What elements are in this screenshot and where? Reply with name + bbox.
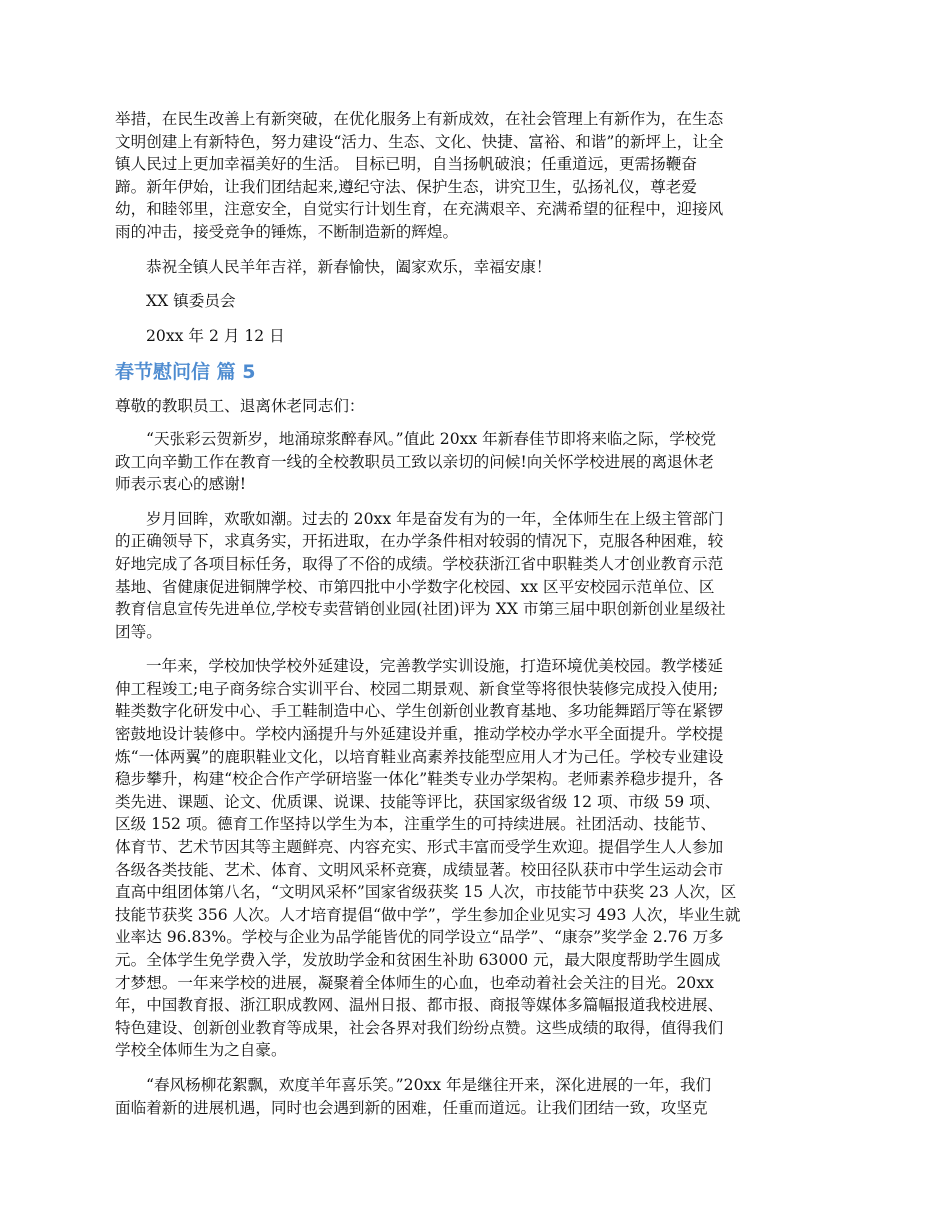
body-paragraph-1 [115, 428, 840, 496]
text-line: 师表示衷心的感谢! [115, 475, 247, 494]
text-line: 炼“一体两翼”的鹿职鞋业文化，以培育鞋业高素养技能型应用人才为己任。学校专业建设 [115, 747, 724, 766]
prev-letter-closing-paragraph [115, 108, 840, 244]
wishes-line: 恭祝全镇人民羊年吉祥，新春愉快，阖家欢乐，幸福安康！ [146, 257, 552, 276]
document-page [115, 108, 840, 1131]
text-line: 直高中组团体第八名，“文明风采杯”国家省级获奖 15 人次，市技能节中获奖 23 人次，区 [115, 883, 737, 902]
text-line: 镇人民过上更加幸福美好的生活。 目标已明，自当扬帆破浪；任重道远，更需扬鞭奋 [115, 155, 697, 174]
text-line: 举措，在民生改善上有新突破，在优化服务上有新成效，在社会管理上有新作为，在生态 [115, 110, 724, 128]
body-paragraph-4 [115, 1074, 840, 1119]
text-line: “天张彩云贺新岁，地涌琼浆醉春风。”值此 20xx 年新春佳节即将来临之际，学校党 [146, 429, 717, 448]
text-line: 各级各类技能、艺术、体育、文明风采杯竞赛，成绩显著。校田径队获市中学生运动会市 [115, 860, 724, 879]
text-line: 雨的冲击，接受竞争的锤炼，不断制造新的辉煌。 [115, 222, 459, 241]
text-line: 面临着新的进展机遇，同时也会遇到新的困难，任重而道远。让我们团结一致，攻坚克 [115, 1098, 708, 1117]
text-line: 教育信息宣传先进单位,学校专卖营销创业园(社团)评为 XX 市第三届中职创新创业星级社 [115, 600, 726, 619]
text-line: 好地完成了各项目标任务，取得了不俗的成绩。学校获浙江省中职鞋类人才创业教育示范 [115, 554, 724, 573]
text-line: 鞋类数字化研发中心、手工鞋制造中心、学生创新创业教育基地、多功能舞蹈厅等在紧锣 [115, 702, 724, 721]
text-line: 稳步攀升，构建“校企合作产学研培鉴一体化”鞋类专业办学架构。老师素养稳步提升，各 [115, 770, 724, 789]
text-line: 幼，和睦邻里，注意安全，自觉实行计划生育，在充满艰辛、充满希望的征程中，迎接风 [115, 200, 724, 219]
text-line: “春风杨柳花絮飘，欢度羊年喜乐笑。”20xx 年是继往开来，深化进展的一年，我们 [146, 1075, 712, 1094]
text-line: 基地、省健康促进铜牌学校、市第四批中小学数字化校园、xx 区平安校园示范单位、区 [115, 577, 715, 596]
text-line: 蹄。新年伊始，让我们团结起来,遵纪守法、保护生态，讲究卫生，弘扬礼仪，尊老爱 [115, 177, 697, 196]
text-line: 才梦想。一年来学校的进展，凝聚着全体师生的心血，也牵动着社会关注的目光。20xx [115, 973, 714, 992]
text-line: 岁月回眸，欢歌如潮。过去的 20xx 年是奋发有为的一年，全体师生在上级主管部门 [146, 509, 724, 528]
text-line: 年，中国教育报、浙江职成教网、温州日报、都市报、商报等媒体多篇幅报道我校进展、 [115, 996, 724, 1015]
salutation: 尊敬的教职员工、退离休老同志们： [115, 397, 365, 416]
text-line: 的正确领导下，求真务实，开拓进取，在办学条件相对较弱的情况下，克服各种困难，较 [115, 532, 724, 551]
text-line: 伸工程竣工;电子商务综合实训平台、校园二期景观、新食堂等将很快装修完成投入使用; [115, 679, 719, 698]
text-line: 类先进、课题、论文、优质课、说课、技能等评比，获国家级省级 12 项、市级 59 项、 [115, 792, 721, 811]
text-line: 体育节、艺术节因其等主题鲜亮、内容充实、形式丰富而受学生欢迎。提倡学生人人参加 [115, 838, 724, 857]
text-line: 团等。 [115, 622, 162, 641]
text-line: 政工向辛勤工作在教育一线的全校教职员工致以亲切的问候!向关怀学校进展的离退休老 [115, 452, 714, 471]
text-line: 密鼓地设计装修中。学校内涵提升与外延建设并重，推动学校办学水平全面提升。学校提 [115, 725, 724, 744]
section-heading: 春节慰问信 篇 5 [115, 361, 256, 384]
text-line: 技能节获奖 356 人次。人才培育提倡“做中学”，学生参加企业见实习 493 人次，毕业生就 [115, 905, 741, 924]
body-paragraph-3 [115, 655, 840, 1062]
date-line: 20xx 年 2 月 12 日 [146, 326, 285, 345]
text-line: 特色建设、创新创业教育等成果，社会各界对我们纷纷点赞。这些成绩的取得，值得我们 [115, 1018, 724, 1037]
text-line: 元。全体学生免学费入学，发放助学金和贫困生补助 63000 元，最大限度帮助学生圆成 [115, 951, 721, 969]
body-paragraph-2 [115, 508, 840, 644]
text-line: 区级 152 项。德育工作坚持以学生为本，注重学生的可持续进展。社团活动、技能节、 [115, 815, 717, 834]
text-line: 学校全体师生为之自豪。 [115, 1041, 287, 1060]
text-line: 一年来，学校加快学校外延建设，完善教学实训设施，打造环境优美校园。教学楼延 [146, 657, 723, 676]
signature-line: XX 镇委员会 [146, 292, 236, 311]
text-line: 业率达 96.83%。学校与企业为品学能皆优的同学设立“品学”、“康奈”奖学金 2.76 万多 [115, 928, 724, 947]
text-line: 文明创建上有新特色，努力建设“活力、生态、文化、快捷、富裕、和谐”的新坪上，让全 [115, 132, 724, 151]
